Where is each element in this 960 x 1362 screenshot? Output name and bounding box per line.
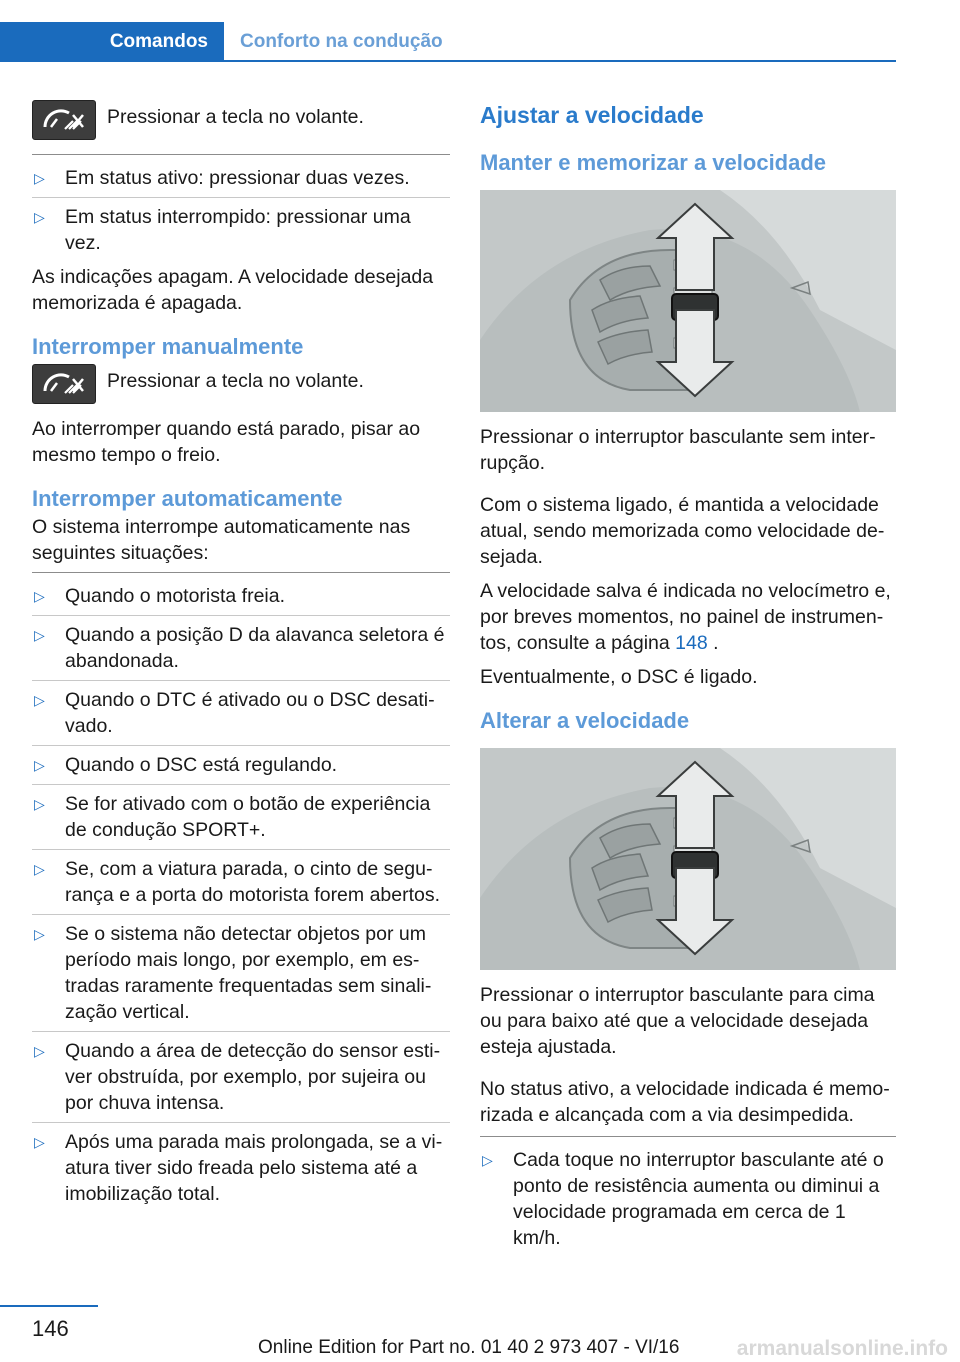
list-item: ▷ Em status interrompido: pressionar uma vez. (32, 197, 450, 256)
list-item: ▷ Quando a área de detecção do sensor esti‐ver obstruída, por exemplo, por sujeira ou por chuva intensa. (32, 1031, 450, 1116)
footer-divider (0, 1305, 98, 1307)
divider (480, 1136, 896, 1137)
steering-wheel-photo-2 (480, 748, 896, 970)
triangle-bullet-icon: ▷ (34, 1043, 45, 1059)
triangle-bullet-icon: ▷ (34, 757, 45, 773)
triangle-bullet-icon: ▷ (34, 588, 45, 604)
list-item: ▷ Em status ativo: pressionar duas vezes. (34, 167, 410, 189)
list-item: ▷ Quando o DTC é ativado ou o DSC desati‐vado. (32, 680, 450, 739)
right-column (480, 100, 896, 1251)
edition-text: Online Edition for Part no. 01 40 2 973 407 - VI/16 (258, 1337, 680, 1358)
header-divider (224, 60, 896, 62)
list-item: ▷ Se, com a viatura parada, o cinto de segu‐rança e a porta do motorista forem abertos. (32, 849, 450, 908)
press-key-text: Pressionar a tecla no volante. (107, 106, 364, 128)
list-item: ▷ Quando o DSC está regulando. (32, 745, 450, 778)
left-column (32, 100, 450, 1207)
steering-wheel-photo-1 (480, 190, 896, 412)
triangle-bullet-icon: ▷ (34, 796, 45, 812)
page-link[interactable]: 148 (675, 632, 708, 654)
paragraph: Com o sistema ligado, é mantida a velocidade atual, sendo memorizada como velocidade de‐sejada. (480, 494, 885, 568)
paragraph: Eventualmente, o DSC é ligado. (480, 666, 758, 688)
heading-change: Alterar a velocidade (480, 708, 690, 733)
triangle-bullet-icon: ▷ (34, 1134, 45, 1150)
list-item: ▷ Se for ativado com o botão de experiência de condução SPORT+. (32, 784, 450, 843)
press-key-text-2: Pressionar a tecla no volante. (107, 370, 364, 392)
paragraph: O sistema interrompe automaticamente nas seguintes situações: (32, 516, 411, 564)
header-tab-conforto-label: Conforto na condução (240, 31, 443, 52)
divider (32, 572, 450, 573)
list-item: ▷ Quando a posição D da alavanca seletora é abandonada. (32, 615, 450, 674)
cruise-control-button-icon (32, 364, 96, 404)
paragraph: A velocidade salva é indicada no velocímetro e, por breves momentos, no painel de instrumen‐tos, consulte a página 148 . (480, 580, 891, 654)
triangle-bullet-icon: ▷ (34, 861, 45, 877)
auto-interrupt-list (32, 583, 450, 1207)
adjust-list (480, 1147, 896, 1251)
heading-keep: Manter e memorizar a velocidade (480, 150, 827, 175)
header-tab-comandos-label: Comandos (109, 31, 208, 52)
triangle-bullet-icon: ▷ (482, 1152, 493, 1168)
watermark: armanualsonline.info (736, 1337, 948, 1360)
divider (32, 154, 450, 155)
heading-auto: Interromper automaticamente (32, 486, 343, 511)
header-tab-conforto[interactable] (224, 22, 443, 62)
press-key-row (32, 100, 450, 140)
status-list (32, 165, 450, 256)
list-item: ▷ Após uma parada mais prolongada, se a vi‐atura tiver sido freada pelo sistema até a imobilização total. (32, 1122, 450, 1207)
triangle-bullet-icon: ▷ (34, 692, 45, 708)
heading-adjust: Ajustar a velocidade (480, 102, 704, 128)
list-item: ▷ Cada toque no interruptor basculante até o ponto de resistência aumenta ou diminui a velocidade programada em cerca de 1 km/h. (482, 1149, 884, 1249)
paragraph: As indicações apagam. A velocidade desejada memorizada é apagada. (32, 266, 434, 314)
press-key-row-2 (32, 364, 450, 404)
cruise-control-button-icon (32, 100, 96, 140)
triangle-bullet-icon: ▷ (34, 627, 45, 643)
triangle-bullet-icon: ▷ (34, 926, 45, 942)
heading-manual: Interromper manualmente (32, 334, 304, 359)
header-tab-comandos[interactable] (0, 22, 224, 62)
page-number: 146 (32, 1316, 69, 1341)
triangle-bullet-icon: ▷ (34, 209, 45, 225)
list-item: ▷ Se o sistema não detectar objetos por um período mais longo, por exemplo, em es‐tradas raramente frequentadas sem sinali‐zação vertical. (32, 914, 450, 1025)
triangle-bullet-icon: ▷ (34, 170, 45, 186)
paragraph: Pressionar o interruptor basculante para cima ou para baixo até que a velocidade desejada esteja ajustada. (480, 984, 875, 1058)
list-item: ▷ Quando o motorista freia. (34, 585, 286, 607)
paragraph: Pressionar o interruptor basculante sem inter‐rupção. (480, 426, 876, 474)
paragraph: No status ativo, a velocidade indicada é memo‐rizada e alcançada com a via desimpedida. (480, 1078, 890, 1126)
paragraph: Ao interromper quando está parado, pisar ao mesmo tempo o freio. (32, 418, 421, 466)
